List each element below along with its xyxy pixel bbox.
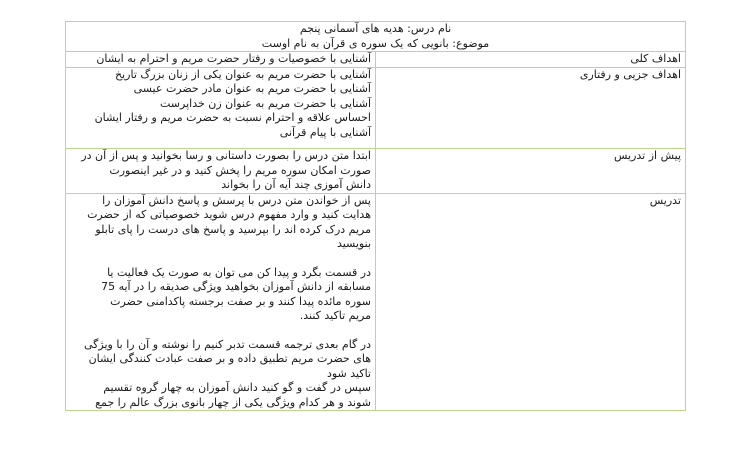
content-line: هدایت کنید و وارد مفهوم درس شوید خصوصیاتی که از حضرت xyxy=(87,208,371,221)
content-line: آشنایی با خصوصیات و رفتار حضرت مریم و احترام به ایشان xyxy=(96,52,371,65)
content-line: بنویسید xyxy=(336,237,371,250)
specific-goals-content xyxy=(66,67,376,149)
content-line: در قسمت بگرد و پیدا کن می توان به صورت یک فعالیت یا xyxy=(107,265,371,279)
teaching-content xyxy=(66,193,376,411)
content-line: مریم تاکید کنند. xyxy=(299,309,371,322)
content-line: صورت امکان سوره مریم را پخش کنید و در غیر اینصورت xyxy=(109,163,371,177)
specific-goals-row xyxy=(66,67,686,149)
general-goals-label: اهداف کلی xyxy=(376,52,686,68)
pre-teaching-row xyxy=(66,149,686,194)
header-row xyxy=(66,22,686,52)
general-goals-content xyxy=(66,52,376,68)
content-line: آشنایی با حضرت مریم به عنوان یکی از زنان بزرگ تاریخ xyxy=(115,67,371,81)
content-line: سپس در گفت و گو کنید دانش آموزان به چهار گروه تقسیم xyxy=(103,381,371,394)
content-line: آشنایی با حضرت مریم به عنوان مادر حضرت عیسی xyxy=(133,82,371,95)
lesson-title: نام درس: هدیه های آسمانی پنجم xyxy=(299,22,452,35)
table-header xyxy=(66,22,686,52)
content-line: در گام بعدی ترجمه قسمت تدبر کنیم را نوشته و آن را با ویژگی xyxy=(83,337,371,351)
content-line: دانش آموزی چند آیه آن را بخواند xyxy=(221,178,371,191)
lesson-plan-table xyxy=(65,21,686,411)
specific-goals-label: اهداف جزیی و رفتاری xyxy=(376,67,686,149)
content-line: احساس علاقه و احترام نسبت به حضرت مریم و رفتار ایشان xyxy=(94,111,371,124)
pre-teaching-content xyxy=(66,149,376,194)
content-line: آشنایی با حضرت مریم به عنوان زن خداپرست xyxy=(160,96,371,110)
general-goals-row xyxy=(66,52,686,68)
lesson-subject: موضوع: بانویی که یک سوره ی قرآن به نام اوست xyxy=(261,36,490,50)
content-line: شوند و هر کدام ویژگی یکی از چهار بانوی بزرگ عالم را جمع xyxy=(95,395,371,409)
pre-teaching-label: پیش از تدریس xyxy=(376,149,686,194)
content-line: مسابقه از دانش آموزان بخواهید ویژگی صدیقه را در آیه 75 xyxy=(101,280,371,293)
content-line: ابتدا متن درس را بصورت داستانی و رسا بخوانید و پس از آن در xyxy=(81,149,371,162)
content-line: سوره مائده پیدا کنند و بر صفت برجسته پاکدامنی حضرت xyxy=(110,294,371,308)
content-line: پس از خواندن متن درس با پرسش و پاسخ دانش آموزان را xyxy=(102,193,371,207)
content-line: های حضرت مریم تطبیق داده و بر صفت عبادت کنندگی ایشان xyxy=(88,352,371,365)
teaching-label: تدریس xyxy=(376,193,686,411)
content-line: مریم درک کرده اند را بپرسید و پاسخ های درست را پای تابلو xyxy=(95,222,371,236)
content-line: تاکید شود xyxy=(326,366,371,380)
content-line: آشنایی با پیام قرآنی xyxy=(279,125,371,139)
teaching-row xyxy=(66,193,686,411)
